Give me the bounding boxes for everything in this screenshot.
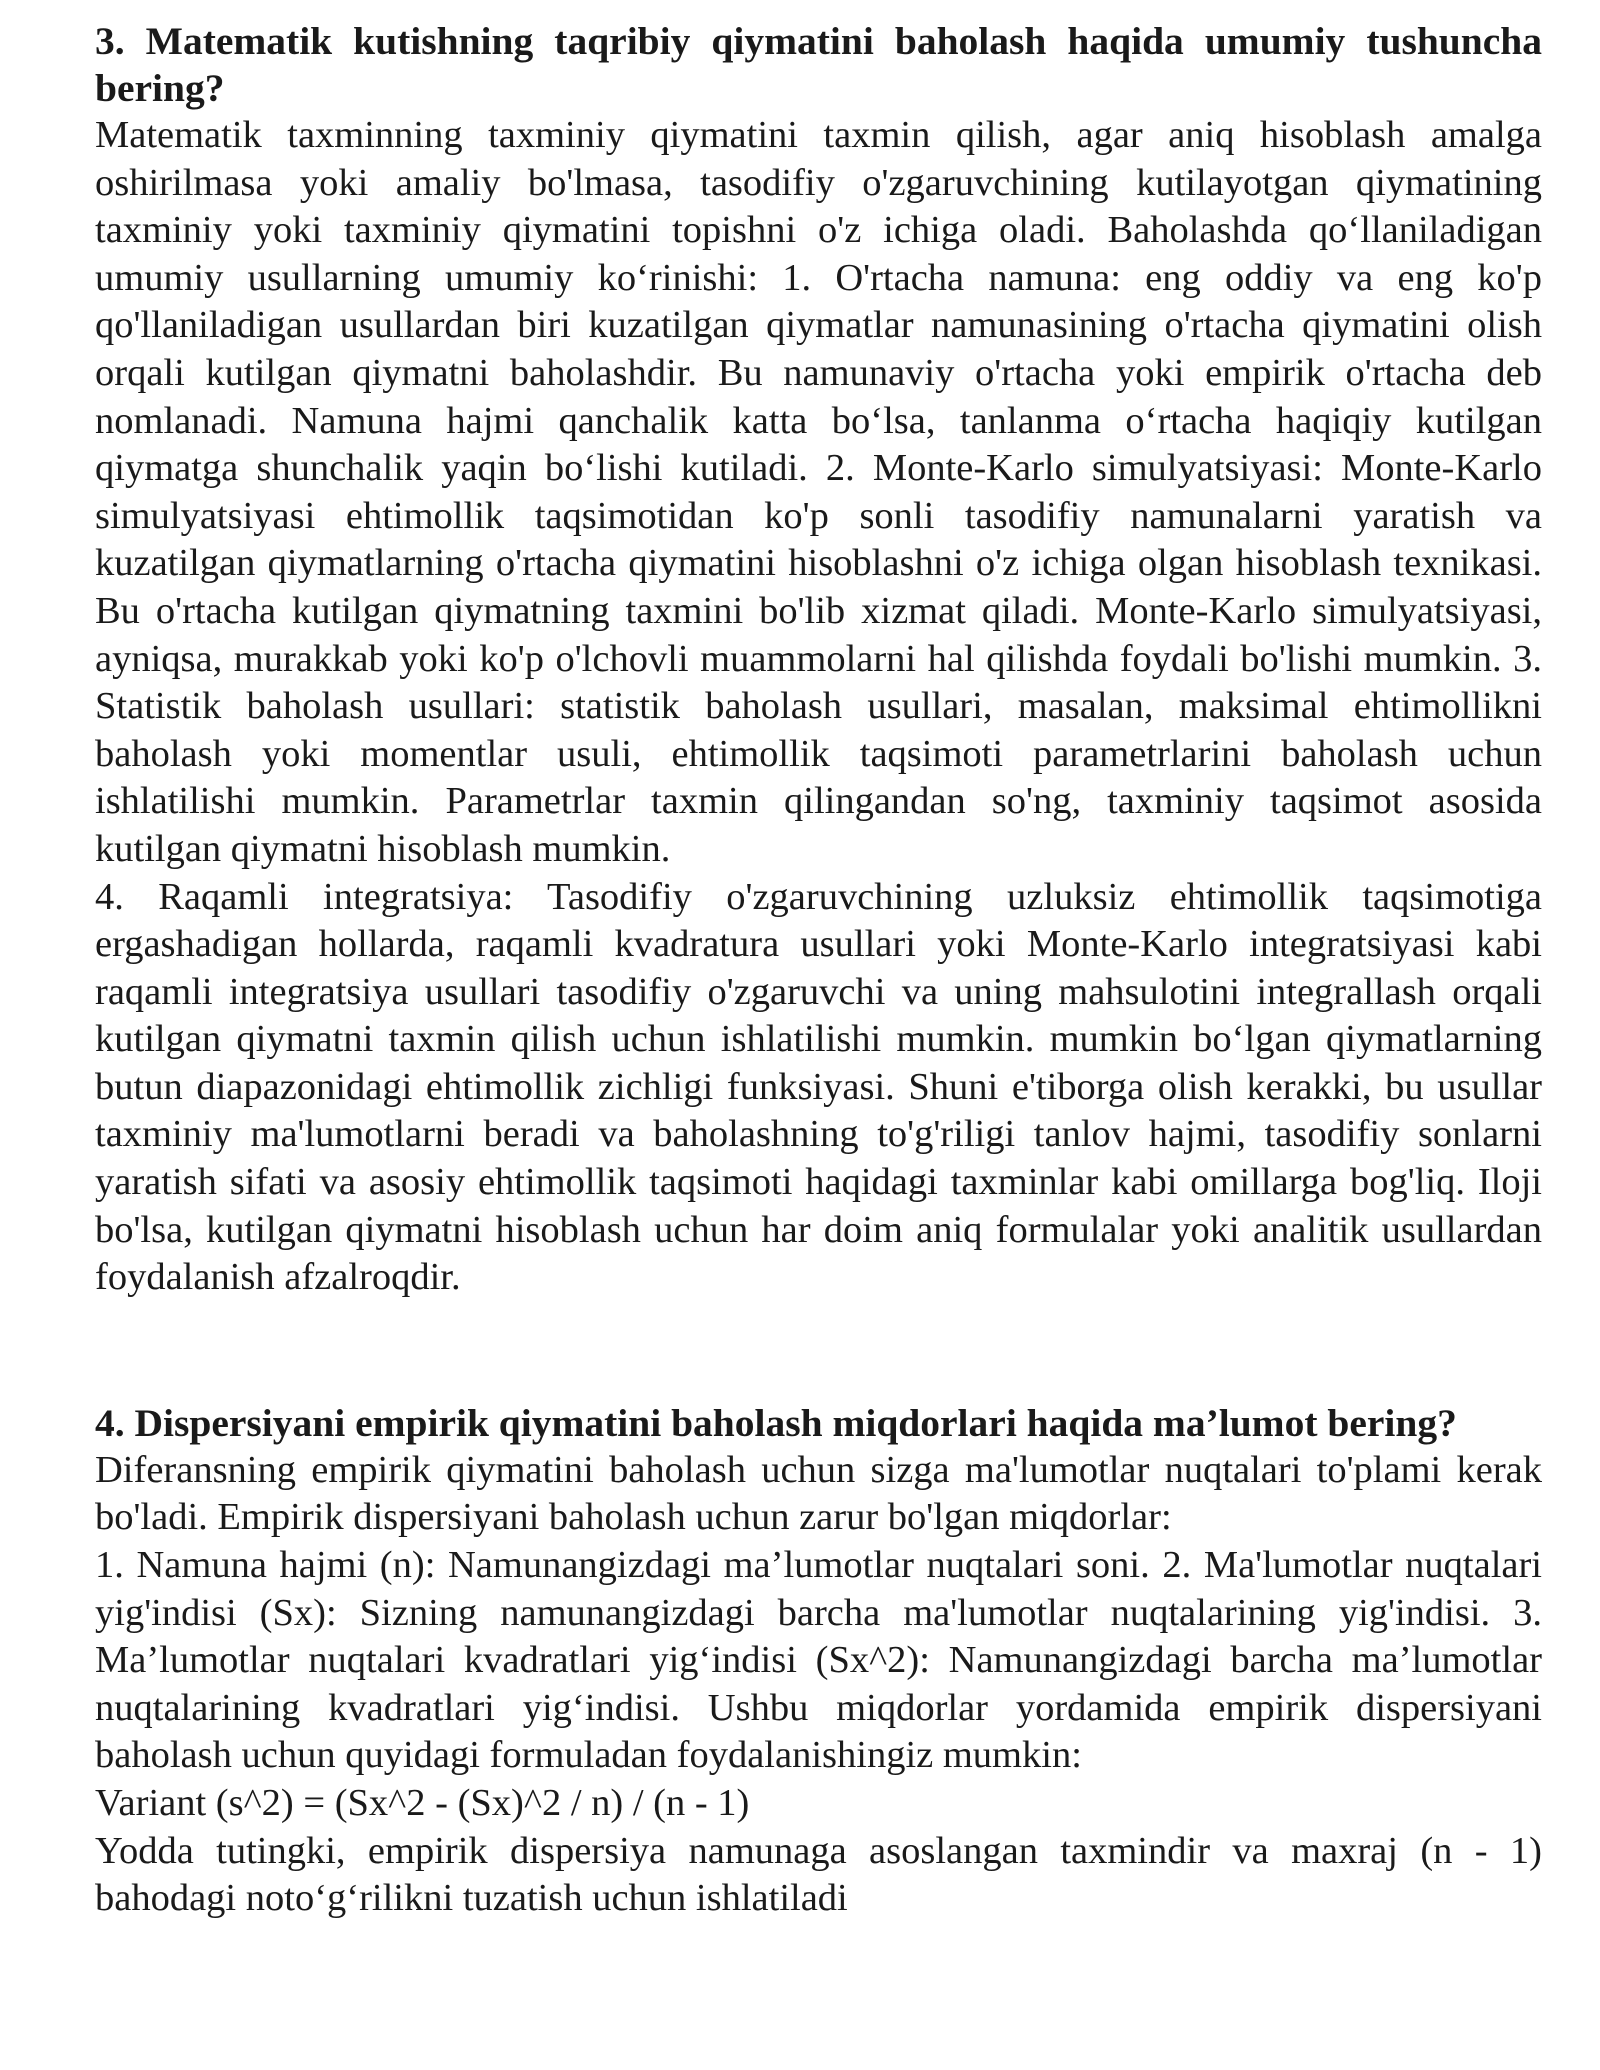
section-3 (95, 18, 1542, 1302)
section-4-heading: 4. Dispersiyani empirik qiymatini baholash miqdorlari haqida ma’lumot bering? (95, 1400, 1457, 1445)
section-4-paragraph-2: 1. Namuna hajmi (n): Namunangizdagi ma’lumotlar nuqtalari soni. 2. Ma'lumotlar nuqtalari yig'indisi (Sx): Sizning namunangizdagi barcha ma'lumotlar nuqtalarining yig'indisi. 3. Ma’lumotlar nuqtalari kvadratlari yig‘indisi (Sx^2): Namunangizdagi barcha ma’lumotlar nuqtalarining kvadratlari yig‘indisi. Ushbu miqdorlar yordamida empirik dispersiyani baholash uchun quyidagi formuladan foydalanishingiz mumkin: (95, 1544, 1542, 1777)
variance-formula: Variant (s^2) = (Sx^2 - (Sx)^2 / n) / (n - 1) (95, 1782, 750, 1824)
section-3-paragraph-1: Matematik taxminning taxminiy qiymatini taxmin qilish, agar aniq hisoblash amalga oshirilmasa yoki amaliy bo'lmasa, tasodifiy o'zgaruvchining kutilayotgan qiymatining taxminiy yoki taxminiy qiymatini topishni o'z ichiga oladi. Baholashda qo‘llaniladigan umumiy usullarning umumiy ko‘rinishi: 1. O'rtacha namuna: eng oddiy va eng ko'p qo'llaniladigan usullardan biri kuzatilgan qiymatlar namunasining o'rtacha qiymatini olish orqali kutilgan qiymatni baholashdir. Bu namunaviy o'rtacha yoki empirik o'rtacha deb nomlanadi. Namuna hajmi qanchalik katta bo‘lsa, tanlanma o‘rtacha haqiqiy kutilgan qiymatga shunchalik yaqin bo‘lishi kutiladi. 2. Monte-Karlo simulyatsiyasi: Monte-Karlo simulyatsiyasi ehtimollik taqsimotidan ko'p sonli tasodifiy namunalarni yaratish va kuzatilgan qiymatlarning o'rtacha qiymatini hisoblashni o'z ichiga olgan hisoblash texnikasi. Bu o'rtacha kutilgan qiymatning taxmini bo'lib xizmat qiladi. Monte-Karlo simulyatsiyasi, ayniqsa, murakkab yoki ko'p o'lchovli muammolarni hal qilishda foydali bo'lishi mumkin. 3. Statistik baholash usullari: statistik baholash usullari, masalan, maksimal ehtimollikni baholash yoki momentlar usuli, ehtimollik taqsimoti parametrlarini baholash uchun ishlatilishi mumkin. Parametrlar taxmin qilingandan so'ng, taxminiy taqsimot asosida kutilgan qiymatni hisoblash mumkin. (95, 114, 1542, 870)
section-3-paragraph-2: 4. Raqamli integratsiya: Tasodifiy o'zgaruvchining uzluksiz ehtimollik taqsimotiga ergashadigan hollarda, raqamli kvadratura usullari yoki Monte-Karlo integratsiyasi kabi raqamli integratsiya usullari tasodifiy o'zgaruvchi va uning mahsulotini integrallash orqali kutilgan qiymatni taxmin qilish uchun ishlatilishi mumkin. mumkin bo‘lgan qiymatlarning butun diapazonidagi ehtimollik zichligi funksiyasi. Shuni e'tiborga olish kerakki, bu usullar taxminiy ma'lumotlarni beradi va baholashning to'g'riligi tanlov hajmi, tasodifiy sonlarni yaratish sifati va asosiy ehtimollik taqsimoti haqidagi taxminlar kabi omillarga bog'liq. Iloji bo'lsa, kutilgan qiymatni hisoblash uchun har doim aniq formulalar yoki analitik usullardan foydalanish afzalroqdir. (95, 875, 1542, 1299)
section-3-heading: 3. Matematik kutishning taqribiy qiymatini baholash haqida umumiy tushuncha bering? (95, 19, 1542, 110)
section-4 (95, 1400, 1542, 1923)
document-page (95, 18, 1542, 1923)
section-4-paragraph-3: Yodda tutingki, empirik dispersiya namunaga asoslangan taxmindir va maxraj (n - 1) bahodagi noto‘g‘rilikni tuzatish uchun ishlatiladi (95, 1829, 1542, 1920)
section-spacer (95, 1302, 1542, 1400)
section-4-paragraph-1: Diferansning empirik qiymatini baholash uchun sizga ma'lumotlar nuqtalari to'plami kerak bo'ladi. Empirik dispersiyani baholash uchun zarur bo'lgan miqdorlar: (95, 1448, 1542, 1539)
